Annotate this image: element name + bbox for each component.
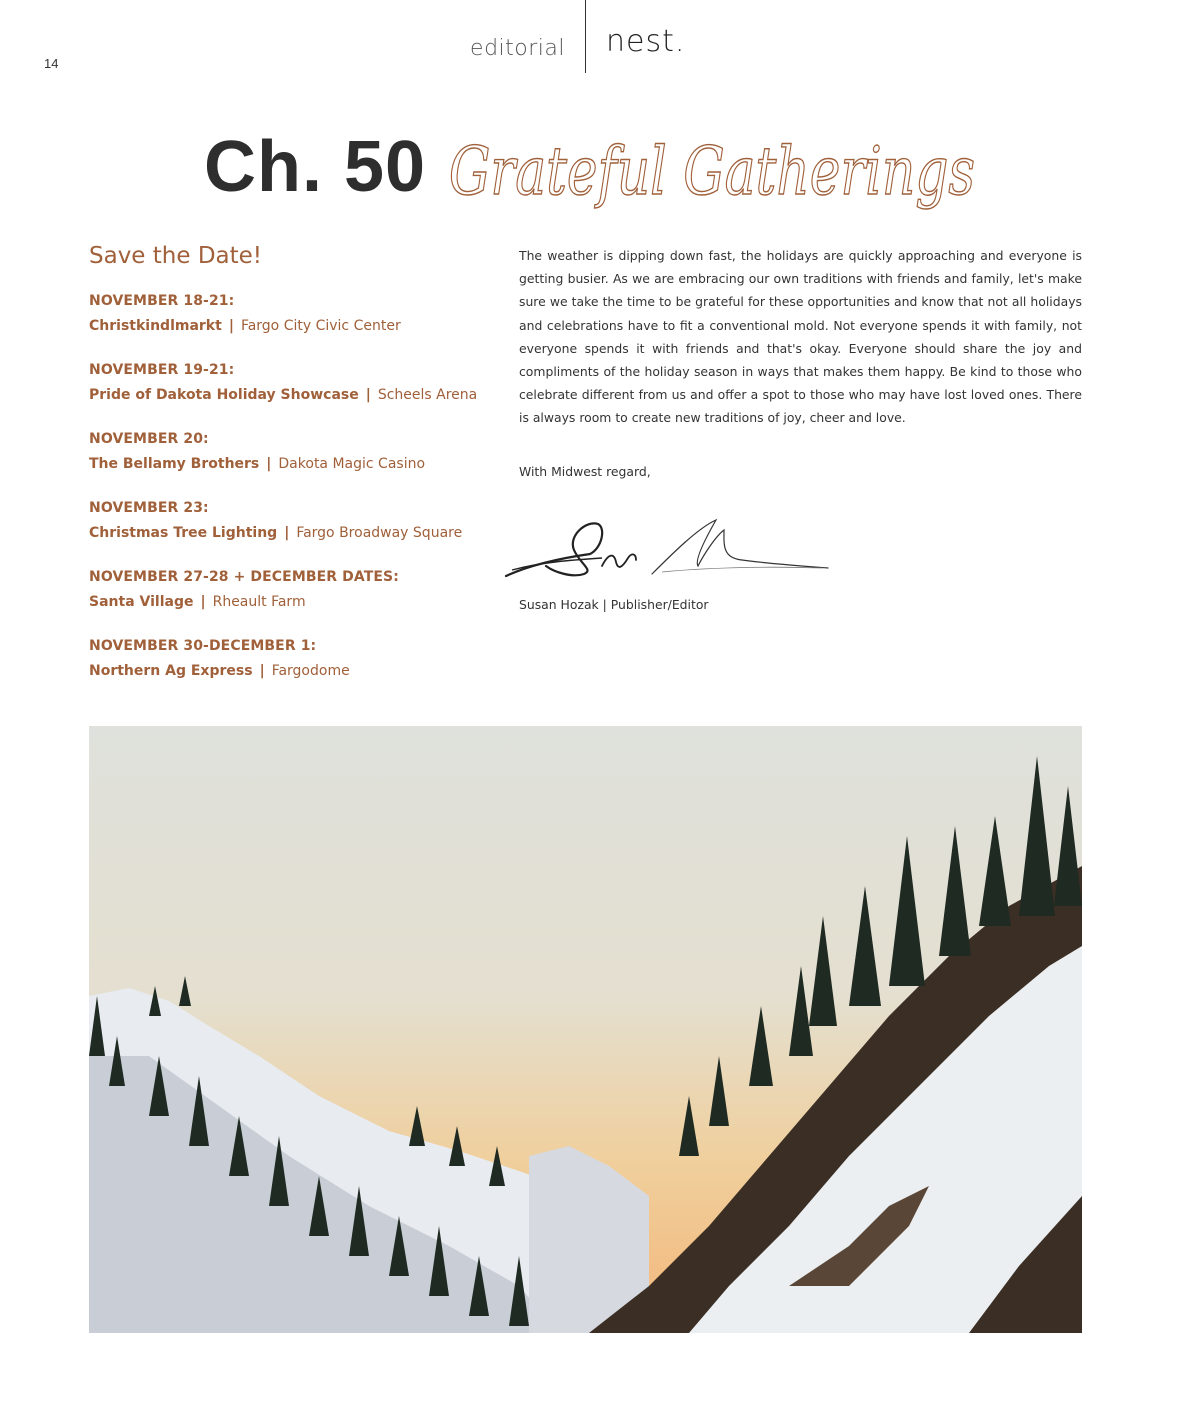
event-item — [89, 496, 499, 546]
event-date: NOVEMBER 18-21: — [89, 293, 235, 309]
signer-name: Susan Hozak | Publisher/Editor — [519, 597, 709, 612]
event-line — [89, 314, 499, 339]
title-row — [0, 120, 1200, 245]
event-line — [89, 452, 499, 477]
signature — [502, 514, 832, 584]
event-separator: | — [365, 387, 371, 403]
events-list — [89, 243, 499, 703]
letter-closing: With Midwest regard, — [519, 464, 651, 479]
event-separator: | — [266, 456, 272, 472]
event-line — [89, 383, 499, 408]
event-separator: | — [200, 594, 206, 610]
event-item — [89, 565, 499, 615]
event-line — [89, 659, 499, 684]
section-label: editorial — [470, 36, 565, 61]
event-venue: Fargo Broadway Square — [296, 525, 463, 541]
nest-logo — [606, 14, 685, 66]
event-item — [89, 427, 499, 477]
event-name: The Bellamy Brothers — [89, 456, 260, 472]
event-item — [89, 634, 499, 684]
event-date: NOVEMBER 23: — [89, 500, 209, 516]
event-line — [89, 521, 499, 546]
event-venue: Dakota Magic Casino — [278, 456, 426, 472]
event-date: NOVEMBER 27-28 + DECEMBER DATES: — [89, 569, 399, 585]
event-venue: Rheault Farm — [212, 594, 306, 610]
event-venue: Fargodome — [271, 663, 350, 679]
events-heading: Save the Date! — [89, 243, 263, 269]
event-date: NOVEMBER 20: — [89, 431, 209, 447]
event-line — [89, 590, 499, 615]
script-title-text: Grateful Gatherings — [449, 133, 975, 210]
event-separator: | — [284, 525, 290, 541]
event-item — [89, 289, 499, 339]
event-name: Christmas Tree Lighting — [89, 525, 278, 541]
masthead-divider — [585, 0, 586, 73]
event-name: Christkindlmarkt — [89, 318, 222, 334]
event-date: NOVEMBER 19-21: — [89, 362, 235, 378]
event-name: Northern Ag Express — [89, 663, 253, 679]
chapter-title: Ch. 50 — [204, 127, 427, 207]
mountain-photo — [89, 726, 1082, 1333]
event-name: Santa Village — [89, 594, 194, 610]
editor-letter — [519, 244, 1082, 430]
page-number: 14 — [44, 56, 59, 71]
event-venue: Scheels Arena — [377, 387, 478, 403]
event-venue: Fargo City Civic Center — [240, 318, 401, 334]
event-separator: | — [259, 663, 265, 679]
letter-body: The weather is dipping down fast, the holidays are quickly approaching and everyone is getting busier. As we are embracing our own traditions with friends and family, let's make sure we take the time to be grateful for these opportunities and know that not all holidays and celebrations have to fit a conventional mold. Not everyone spends it with family, not everyone spends it with friends and that's okay. Everyone should share the joy and compliments of the holiday season in ways that makes them happy. Be kind to those who celebrate different from us and offer a spot to those who may have lost loved ones. There is always room to create new traditions of joy, cheer and love. — [519, 248, 1082, 426]
event-separator: | — [228, 318, 234, 334]
event-item — [89, 358, 499, 408]
event-date: NOVEMBER 30-DECEMBER 1: — [89, 638, 317, 654]
script-title — [445, 120, 985, 245]
logo-wordmark: nest. — [606, 24, 686, 59]
mountain-landscape-image — [89, 726, 1082, 1333]
event-name: Pride of Dakota Holiday Showcase — [89, 387, 359, 403]
